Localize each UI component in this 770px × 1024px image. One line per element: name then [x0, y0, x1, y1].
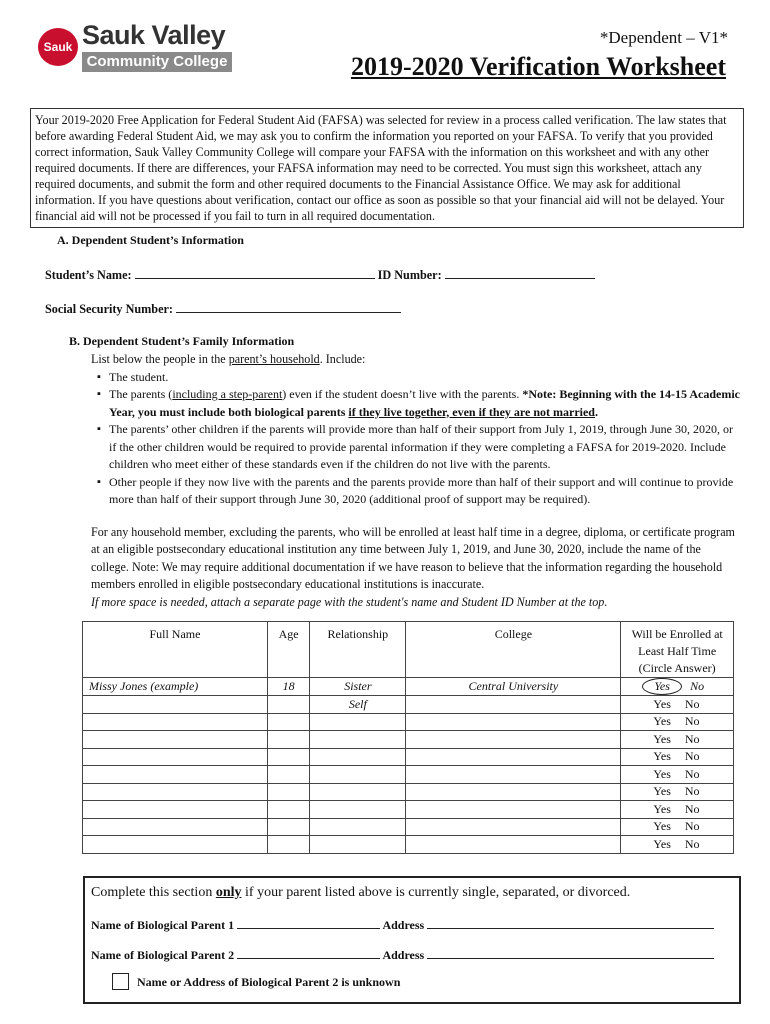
cell-name[interactable]	[83, 696, 268, 714]
parent2-address-field[interactable]	[427, 946, 714, 959]
no-option[interactable]: No	[684, 784, 700, 799]
household-intro-post: . Include:	[319, 352, 366, 366]
form-code: *Dependent – V1*	[599, 28, 728, 47]
table-row	[83, 783, 734, 801]
cell-college[interactable]	[406, 766, 621, 784]
id-number-label: ID Number:	[377, 268, 442, 282]
cell-enrolled	[621, 678, 734, 696]
cell-college[interactable]	[406, 696, 621, 714]
cell-college: Central University	[406, 678, 621, 696]
cell-relationship[interactable]	[310, 713, 406, 731]
cell-college[interactable]	[406, 731, 621, 749]
cell-relationship[interactable]	[310, 766, 406, 784]
cell-enrolled	[621, 818, 734, 836]
header-college: College	[406, 622, 621, 678]
bullet2-end: .	[594, 404, 598, 419]
ssn-field[interactable]	[176, 300, 401, 313]
parent2-name-label: Name of Biological Parent 2	[91, 948, 235, 962]
no-option[interactable]: No	[684, 836, 700, 851]
id-number-field[interactable]	[445, 266, 595, 279]
parent2-row	[91, 946, 714, 963]
cell-name[interactable]	[83, 731, 268, 749]
header-enrolled-line3: (Circle Answer)	[638, 661, 716, 675]
bullet2-note-underlined: if they live together, even if they are not married	[348, 404, 595, 419]
biological-parent-box	[83, 876, 741, 1004]
cell-name[interactable]	[83, 748, 268, 766]
ssn-label: Social Security Number:	[45, 302, 173, 316]
list-item: ▪ Other people if they now live with the parents and the parents provide more than half of their support and will continue to provide more than half of their support through June 30, 2020 (additional proof of support may be required).	[87, 474, 741, 509]
no-option[interactable]: No	[684, 801, 700, 816]
parent-box-intro-post: if your parent listed above is currently single, separated, or divorced.	[241, 885, 631, 900]
section-a-heading: A. Dependent Student’s Information	[57, 233, 244, 247]
cell-relationship[interactable]	[310, 836, 406, 854]
cell-college[interactable]	[406, 801, 621, 819]
cell-name[interactable]	[83, 818, 268, 836]
cell-age[interactable]	[267, 696, 309, 714]
household-intro-pre: List below the people in the	[91, 352, 229, 366]
section-b-heading: B. Dependent Student’s Family Information	[69, 334, 295, 348]
student-name-row	[45, 266, 595, 283]
parent2-unknown-checkbox[interactable]	[112, 973, 129, 990]
yes-option[interactable]: Yes	[653, 696, 671, 711]
cell-age[interactable]	[267, 748, 309, 766]
yes-option[interactable]: Yes	[653, 766, 671, 781]
cell-relationship: Self	[310, 696, 406, 714]
yes-option[interactable]: Yes	[653, 836, 671, 851]
yes-option[interactable]: Yes	[653, 784, 671, 799]
list-item: ▪ The student.	[87, 369, 741, 387]
cell-age[interactable]	[267, 766, 309, 784]
student-name-label: Student’s Name:	[45, 268, 132, 282]
cell-age[interactable]	[267, 731, 309, 749]
no-option[interactable]: No	[684, 819, 700, 834]
cell-age[interactable]	[267, 783, 309, 801]
logo-badge: Sauk	[38, 28, 78, 66]
no-option[interactable]: No	[684, 749, 700, 764]
no-option[interactable]: No	[684, 696, 700, 711]
table-row-self	[83, 696, 734, 714]
cell-enrolled	[621, 696, 734, 714]
parent2-name-field[interactable]	[237, 946, 380, 959]
logo-line2: Community College	[82, 52, 232, 72]
no-option[interactable]: No	[684, 766, 700, 781]
cell-enrolled	[621, 748, 734, 766]
logo-line1: Sauk Valley	[82, 20, 226, 50]
college-logo	[38, 22, 238, 74]
parent1-row	[91, 916, 714, 933]
parent1-address-label: Address	[382, 918, 425, 932]
cell-college[interactable]	[406, 783, 621, 801]
cell-enrolled	[621, 766, 734, 784]
section-b-body	[91, 351, 741, 611]
header-enrolled	[621, 622, 734, 678]
table-row	[83, 731, 734, 749]
yes-option-circled[interactable]: Yes	[642, 678, 682, 695]
cell-name[interactable]	[83, 801, 268, 819]
yes-option[interactable]: Yes	[653, 731, 671, 746]
cell-college[interactable]	[406, 713, 621, 731]
parent-box-intro-pre: Complete this section	[91, 885, 216, 900]
bullet2-underlined: including a step-parent	[172, 387, 283, 401]
no-option[interactable]: No	[684, 731, 700, 746]
student-name-field[interactable]	[135, 266, 375, 279]
cell-enrolled	[621, 783, 734, 801]
header-age: Age	[267, 622, 309, 678]
household-intro-underlined: parent’s household	[228, 352, 320, 366]
cell-relationship[interactable]	[310, 783, 406, 801]
parent1-name-field[interactable]	[237, 916, 380, 929]
space-note: If more space is needed, attach a separate page with the student's name and Student ID Number at the top.	[91, 594, 608, 609]
table-row	[83, 801, 734, 819]
cell-college[interactable]	[406, 748, 621, 766]
ssn-row	[45, 300, 401, 317]
cell-name: Missy Jones (example)	[83, 678, 268, 696]
bullet2-mid: ) even if the student doesn’t live with the parents.	[282, 387, 523, 401]
header-enrolled-line1: Will be Enrolled at	[631, 627, 723, 641]
table-row	[83, 836, 734, 854]
cell-age[interactable]	[267, 801, 309, 819]
cell-relationship: Sister	[310, 678, 406, 696]
yes-option[interactable]: Yes	[653, 801, 671, 816]
parent-box-only: only	[215, 885, 242, 900]
cell-name[interactable]	[83, 713, 268, 731]
cell-name[interactable]	[83, 836, 268, 854]
bullet2-pre: The parents (	[109, 387, 173, 401]
yes-option[interactable]: Yes	[653, 819, 671, 834]
cell-age[interactable]	[267, 713, 309, 731]
cell-enrolled	[621, 731, 734, 749]
list-item	[87, 386, 741, 421]
cell-name[interactable]	[83, 766, 268, 784]
parent-box-intro	[91, 885, 630, 901]
table-row	[83, 766, 734, 784]
header-full-name: Full Name	[83, 622, 268, 678]
header-enrolled-line2: Least Half Time	[638, 644, 717, 658]
table-row	[83, 748, 734, 766]
include-list	[87, 369, 741, 509]
table-header-row	[83, 622, 734, 678]
cell-college[interactable]	[406, 818, 621, 836]
table-row	[83, 713, 734, 731]
intro-box: Your 2019-2020 Free Application for Federal Student Aid (FAFSA) was selected for review in a process called verification. The law states that before awarding Federal Student Aid, we may ask you to confirm the information you reported on your FAFSA. To verify that you provided correct information, Sauk Valley Community College will compare your FAFSA with the information on this worksheet and with any other required documents. If there are differences, your FAFSA information may need to be corrected. You must sign this worksheet, attach any required documents, and submit the form and other required documents to the Financial Assistance Office. We may ask for additional information. If you have questions about verification, contact our office as soon as possible so that your financial aid will not be delayed. Your financial aid will not be processed if you fail to turn in all required documentation.	[30, 108, 744, 228]
cell-college[interactable]	[406, 836, 621, 854]
cell-enrolled	[621, 801, 734, 819]
parent1-address-field[interactable]	[427, 916, 714, 929]
header-relationship: Relationship	[310, 622, 406, 678]
cell-name[interactable]	[83, 783, 268, 801]
parent1-name-label: Name of Biological Parent 1	[91, 918, 235, 932]
cell-age: 18	[267, 678, 309, 696]
table-row-example	[83, 678, 734, 696]
yes-option[interactable]: Yes	[653, 749, 671, 764]
cell-age[interactable]	[267, 818, 309, 836]
enrolled-paragraph: For any household member, excluding the parents, who will be enrolled at least half time in a degree, diploma, or certificate program at an eligible postsecondary educational institution any time between July 1, 2019, and June 30, 2020, include the name of the college. Note: We may require additional documentation if we have reason to believe that the information regarding the household members enrolled in eligible postsecondary educational institutions is inaccurate.	[91, 524, 735, 591]
page-title: 2019-2020 Verification Worksheet	[350, 52, 726, 81]
household-table	[82, 621, 734, 854]
cell-enrolled	[621, 713, 734, 731]
household-intro	[91, 351, 741, 369]
list-item: ▪ The parents’ other children if the parents will provide more than half of their support from July 1, 2019, through June 30, 2020, or if the other children would be required to provide parental information if they were completing a FAFSA for 2019-2020. Include children who meet either of these standards even if the children do not live with the parents.	[87, 421, 741, 474]
table-row	[83, 818, 734, 836]
cell-relationship[interactable]	[310, 748, 406, 766]
cell-age[interactable]	[267, 836, 309, 854]
bullet2-note: *Note: Beginning with the 14-15 Academic Year, you must include both biological parents	[109, 387, 740, 419]
yes-option[interactable]: Yes	[653, 714, 671, 729]
cell-relationship[interactable]	[310, 801, 406, 819]
parent2-address-label: Address	[382, 948, 425, 962]
parent2-unknown-label: Name or Address of Biological Parent 2 is unknown	[137, 975, 401, 989]
no-option[interactable]: No	[684, 714, 700, 729]
no-option[interactable]: No	[690, 679, 705, 693]
cell-relationship[interactable]	[310, 731, 406, 749]
cell-enrolled	[621, 836, 734, 854]
cell-relationship[interactable]	[310, 818, 406, 836]
